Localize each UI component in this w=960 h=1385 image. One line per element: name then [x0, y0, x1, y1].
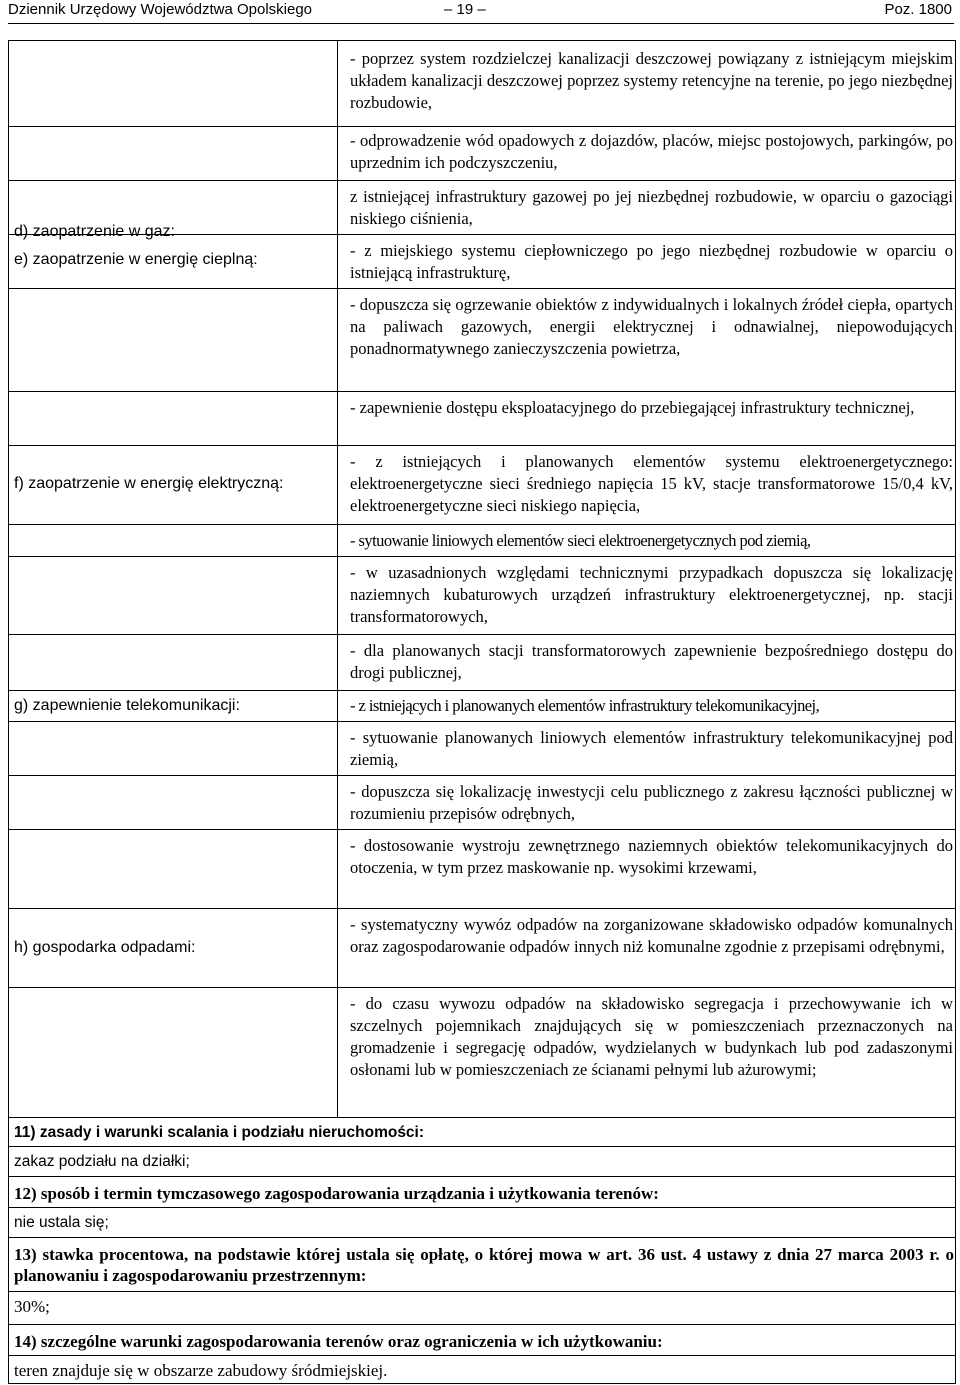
row-divider [8, 288, 956, 289]
row-divider [8, 775, 956, 776]
list-item: - odprowadzenie wód opadowych z dojazdów, placów, miejsc postojowych, parkingów, po uprzednim ich podczyszczeniu, [350, 131, 953, 172]
section-14-heading: 14) szczególne warunki zagospodarowania terenów oraz ograniczenia w ich użytkowaniu: [14, 1332, 663, 1351]
list-item: - dostosowanie wystroju zewnętrznego naziemnych obiektów telekomunikacyjnych do otoczenia, w tym przez maskowanie np. wysokimi krzewami, [350, 836, 953, 877]
list-item: - do czasu wywozu odpadów na składowisko segregacja i przechowywanie ich w szczelnych pojemnikach znajdujących się w pomieszczeniach przeznaczonych na gromadzenie i segregację odpadów, wydzielanych w budynkach lub pod zadaszonymi osłonami lub w pomieszczeniach ze ścianami pełnymi lub ażurowymi; [350, 994, 953, 1079]
row-divider [8, 987, 956, 988]
row-divider [8, 180, 956, 181]
section-divider [8, 1146, 956, 1147]
row-divider [8, 391, 956, 392]
list-item: - w uzasadnionych względami technicznymi przypadkach dopuszcza się lokalizację naziemnych kubaturowych urządzeń infrastruktury elektroenergetycznej, np. stacji transformatorowych, [350, 563, 953, 626]
section-divider [8, 1324, 956, 1325]
table-right-border [955, 40, 956, 1117]
section-12-body: nie ustala się; [14, 1214, 109, 1231]
list-item: - dla planowanych stacji transformatorowych zapewnienie bezpośredniego dostępu do drogi publicznej, [350, 641, 953, 682]
list-item: - dopuszcza się lokalizację inwestycji celu publicznego z zakresu łączności publicznej w rozumieniu przepisów odrębnych, [350, 782, 953, 823]
label-telecom: g) zapewnienie telekomunikacji: [14, 697, 240, 714]
section-11-body: zakaz podziału na działki; [14, 1153, 190, 1170]
list-item: - dopuszcza się ogrzewanie obiektów z indywidualnych i lokalnych źródeł ciepła, opartych na paliwach gazowych, energii elektrycznej i odnawialnej, niepowodujących ponadnormatywnego zanieczyszczenia powietrza, [350, 295, 953, 358]
label-heat-supply: e) zaopatrzenie w energię cieplną: [14, 251, 258, 268]
row-divider [8, 829, 956, 830]
section-13-heading: 13) stawka procentowa, na podstawie której ustala się opłatę, o której mowa w art. 36 ust. 4 ustawy z dnia 27 marca 2003 r. o planowaniu i zagospodarowaniu przestrzennym: [14, 1245, 954, 1285]
row-divider [8, 126, 956, 127]
table-left-border [8, 40, 9, 1117]
page-header [8, 0, 952, 22]
row-divider [8, 1117, 956, 1118]
list-item: - z istniejących i planowanych elementów systemu elektroenergetycznego: elektroenergetyczne sieci średniego napięcia 15 kV, stacje transformatorowe 15/0,4 kV, elektroenergetyczne sieci niskiego napięcia, [350, 452, 953, 515]
list-item: - z istniejących i planowanych elementów infrastruktury telekomunikacyjnej, [350, 696, 820, 715]
list-item: - zapewnienie dostępu eksploatacyjnego do przebiegającej infrastruktury technicznej, [350, 398, 915, 417]
list-item: - z miejskiego systemu ciepłowniczego po jego niezbędnej rozbudowie w oparciu o istniejącą infrastrukturę, [350, 241, 953, 282]
section-right-border [955, 1117, 956, 1383]
section-left-border [8, 1117, 9, 1383]
section-12-heading: 12) sposób i termin tymczasowego zagospodarowania urządzania i użytkowania terenów: [14, 1184, 659, 1203]
item-number: Poz. 1800 [884, 1, 952, 18]
column-divider [337, 40, 338, 1117]
page-number: – 19 – [444, 1, 486, 18]
label-waste-management: h) gospodarka odpadami: [14, 939, 196, 956]
list-item: - systematyczny wywóz odpadów na zorganizowane składowisko odpadów komunalnych oraz zagospodarowanie odpadów innych niż komunalne zgodnie z przepisami odrębnymi, [350, 915, 953, 956]
row-divider [8, 721, 956, 722]
section-divider [8, 1237, 956, 1238]
section-divider [8, 1355, 956, 1356]
list-item: - sytuowanie liniowych elementów sieci elektroenergetycznych pod ziemią, [350, 531, 811, 550]
list-item: z istniejącej infrastruktury gazowej po jej niezbędnej rozbudowie, w oparciu o gazociągi niskiego ciśnienia, [350, 187, 953, 228]
list-item: - poprzez system rozdzielczej kanalizacji deszczowej powiązany z istniejącym miejskim układem kanalizacji deszczowej poprzez systemy retencyjne na terenie, po jego niezbędnej rozbudowie, [350, 49, 953, 112]
section-divider [8, 1176, 956, 1177]
section-divider [8, 1291, 956, 1292]
header-rule [8, 23, 954, 24]
section-divider [8, 1383, 956, 1384]
row-divider [8, 690, 956, 691]
row-divider [8, 908, 956, 909]
label-gas-supply: d) zaopatrzenie w gaz: [14, 223, 175, 240]
section-divider [8, 1207, 956, 1208]
row-divider [8, 556, 956, 557]
row-divider [8, 445, 956, 446]
label-electricity-supply: f) zaopatrzenie w energię elektryczną: [14, 475, 284, 492]
section-14-body: teren znajduje się w obszarze zabudowy śródmiejskiej. [14, 1361, 388, 1380]
row-divider [8, 234, 956, 235]
list-item: - sytuowanie planowanych liniowych elementów infrastruktury telekomunikacyjnej pod ziemią, [350, 728, 953, 769]
table-border [8, 40, 956, 41]
journal-title: Dziennik Urzędowy Województwa Opolskiego [8, 1, 313, 18]
section-11-heading: 11) zasady i warunki scalania i podziału nieruchomości: [14, 1124, 425, 1141]
row-divider [8, 524, 956, 525]
section-13-body: 30%; [14, 1297, 50, 1316]
row-divider [8, 634, 956, 635]
